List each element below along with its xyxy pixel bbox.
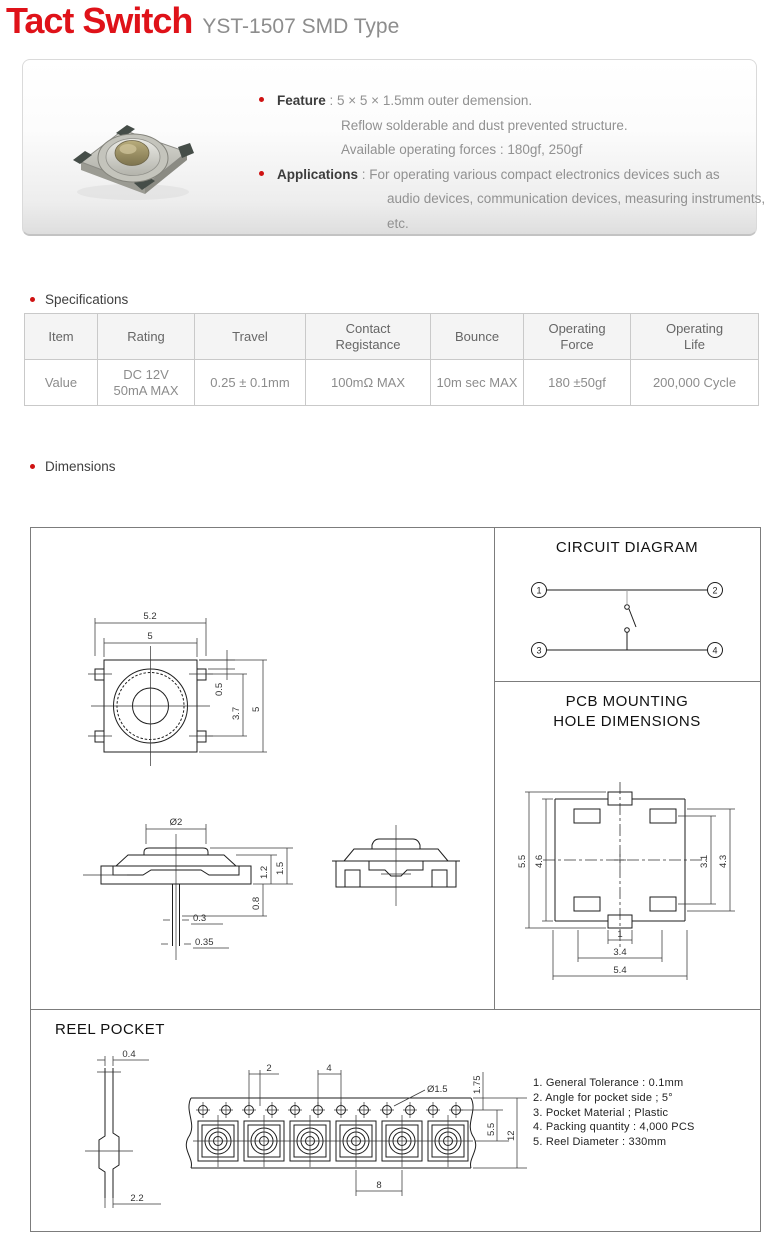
circuit-title: CIRCUIT DIAGRAM <box>555 539 699 556</box>
dim-label: 3.4 <box>613 947 627 958</box>
reel-title: REEL POCKET <box>55 1021 165 1038</box>
product-photo <box>59 112 209 208</box>
terminal-3: 3 <box>536 645 542 656</box>
dim-label: 1.2 <box>259 865 270 879</box>
applications-row <box>251 163 765 188</box>
overview-panel <box>22 59 766 236</box>
pcb-title-line1: PCB MOUNTING <box>565 693 689 710</box>
product-name: Tact Switch <box>6 0 193 41</box>
note-item: 1. General Tolerance : 0.1mm <box>533 1077 684 1089</box>
dim-label: 8 <box>376 1180 382 1191</box>
note-item: 3. Pocket Material ; Plastic <box>533 1106 669 1119</box>
dim-label: Ø2 <box>169 817 183 828</box>
carrier-tape <box>186 1063 527 1196</box>
dim-label: 5.5 <box>486 1122 497 1136</box>
pcb-title-line2: HOLE DIMENSIONS <box>553 713 701 730</box>
dim-label: 4.3 <box>718 854 729 868</box>
spec-table <box>24 313 759 406</box>
dim-label: 3.1 <box>699 854 710 868</box>
spec-header-row <box>25 314 759 360</box>
spec-value-travel: 0.25 ± 0.1mm <box>195 360 306 406</box>
spec-value-contact-resistance: 100mΩ MAX <box>306 360 431 406</box>
feature-line-1: : 5 × 5 × 1.5mm outer demension. <box>325 93 533 108</box>
bullet-icon <box>30 464 35 469</box>
applications-line-2: audio devices, communication devices, measuring instruments, <box>387 191 766 207</box>
spec-header-bounce: Bounce <box>431 314 524 360</box>
dim-label: 0.5 <box>214 682 225 696</box>
dim-label: 2 <box>266 1063 272 1074</box>
bullet-icon <box>30 297 35 302</box>
switch-dimension-drawings <box>31 528 494 1008</box>
top-view-drawing <box>88 611 267 766</box>
side-profile-drawing <box>332 825 460 906</box>
tape-pockets <box>193 1115 473 1167</box>
terminal-1: 1 <box>536 585 542 596</box>
applications-label: Applications <box>277 166 359 182</box>
specifications-section-label: Specifications <box>30 292 128 307</box>
feature-line-3: Available operating forces : 180gf, 250gf <box>341 142 583 158</box>
dim-label: 4.6 <box>534 854 545 868</box>
page-title <box>6 0 399 42</box>
dim-label: 3.7 <box>231 706 242 720</box>
dim-label: 5.4 <box>613 965 627 976</box>
dim-label: 1.5 <box>275 861 286 875</box>
applications-line-1: : For operating various compact electronics devices such as <box>358 166 720 182</box>
dim-label: 0.4 <box>122 1049 136 1060</box>
spec-value-bounce: 10m sec MAX <box>431 360 524 406</box>
overview-text <box>251 89 765 237</box>
spec-header-travel: Travel <box>195 314 306 360</box>
spec-header-rating: Rating <box>98 314 195 360</box>
dimensions-drawing-panel <box>30 527 761 1232</box>
dim-label: 4 <box>326 1063 332 1074</box>
spec-value-row <box>25 360 759 406</box>
circuit-diagram <box>495 528 760 681</box>
dim-label: 5 <box>251 706 262 712</box>
spec-header-operating-life: Operating Life <box>631 314 759 360</box>
dim-label: 2.2 <box>130 1193 144 1204</box>
terminal-2: 2 <box>712 585 718 596</box>
feature-line-2: Reflow solderable and dust prevented structure. <box>341 117 628 133</box>
dim-label: 0.35 <box>195 937 214 948</box>
spec-value-rating: DC 12V 50mA MAX <box>98 360 195 406</box>
side-section-drawing <box>83 817 293 960</box>
dim-label: 1 <box>617 929 623 940</box>
spec-value-operating-life: 200,000 Cycle <box>631 360 759 406</box>
dim-label: 1.75 <box>472 1075 483 1094</box>
note-item: 4. Packing quantity : 4,000 PCS <box>533 1121 695 1134</box>
feature-row <box>251 89 765 114</box>
dim-label: 0.8 <box>251 896 262 910</box>
dim-label: 0.3 <box>193 913 207 924</box>
reel-notes-list <box>533 1076 768 1150</box>
sprocket-holes <box>196 1102 463 1118</box>
pcb-mounting-drawing <box>495 682 760 1008</box>
dim-label: Ø1.5 <box>427 1084 448 1095</box>
page-subtitle: YST-1507 SMD Type <box>202 15 400 38</box>
note-item: 2. Angle for pocket side ; 5° <box>533 1091 673 1104</box>
dim-label: 5.2 <box>143 611 157 622</box>
applications-line-3: etc. <box>387 215 409 231</box>
spec-header-item: Item <box>25 314 98 360</box>
spec-value-operating-force: 180 ±50gf <box>524 360 631 406</box>
bullet-icon <box>259 97 264 102</box>
terminal-4: 4 <box>712 645 718 656</box>
pocket-profile <box>85 1049 161 1208</box>
feature-label: Feature <box>277 93 326 108</box>
spec-header-contact-resistance: Contact Registance <box>306 314 431 360</box>
dim-label: 12 <box>506 1130 517 1141</box>
bullet-icon <box>259 171 264 176</box>
note-item: 5. Reel Diameter : 330mm <box>533 1136 667 1149</box>
spec-value-item: Value <box>25 360 98 406</box>
dim-label: 5 <box>147 631 153 642</box>
dimensions-section-label: Dimensions <box>30 459 116 474</box>
dim-label: 5.5 <box>517 854 528 868</box>
spec-header-operating-force: Operating Force <box>524 314 631 360</box>
